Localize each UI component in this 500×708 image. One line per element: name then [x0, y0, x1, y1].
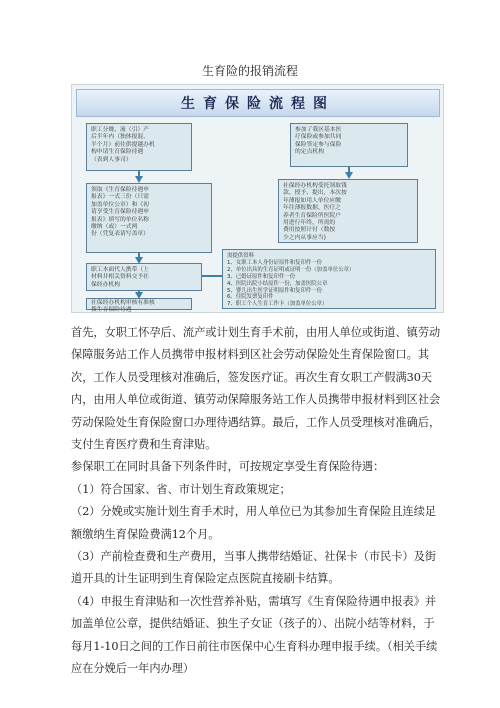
flowchart-image — [71, 84, 444, 313]
flow-box-left-1: 职工分娩、流（引）产 后半年内（独体报混、 半个月）前往供提越办机 构申请生育保险待遇 （表到人事司） — [86, 123, 192, 171]
flow-arrow — [345, 172, 353, 179]
paragraph: （1）符合国家、省、市计划生育政策规定； — [71, 482, 291, 496]
paragraph: （2）分娩或实施计划生育手术时，用人单位已为其参加生育保险且连续足额缴纳生育保险费满12个月。 — [71, 505, 437, 541]
paragraph: 参保职工在同时具备下列条件时，可按规定享受生育保险待遇： — [71, 460, 385, 474]
paragraph: （4）申报生育津贴和一次性营养补贴，需填写《生育保险待遇申报表》并加盖单位公章，提供结婚证、独生子女证（孩子的）、出院小结等材料，于每月1-10日之间的工作日前往市医保中心生育科办理申报手续。（相关手续应在分娩后一年内办理） — [71, 594, 438, 676]
flow-box-right-2: 社保经办机构受托领取钱 款、授予、提出，本次按 年薄报如用人单位应缴 年往薄报数据、医疗之 养者生育保险所医院户 用进行年终，所需的 费用按照计付（数按 少之内从事应当) — [278, 179, 418, 243]
paragraph: 首先，女职工怀孕后、流产或计划生育手术前，由用人单位或街道、镇劳动保障服务站工作人员携带申报材料到区社会劳动保险处生育保险窗口。其次，工作人员受理核对准确后，签发医疗证。再次生育女职工产假满30天内，由用人单位或街道、镇劳动保障服务站工作人员携带申报材料到区社会劳动保险处生育保险窗口办理待遇结算。最后，工作人员受理核对准确后，支付生育医疗费和生育津贴。 — [71, 326, 441, 452]
flowchart-banner: 生育保险流程图 — [76, 89, 440, 117]
flow-box-left-2: 领取《生育保险待遇申 报表》一式三份（只需 加盖单位公章）和《初 请享受生育保险待遇申 报表》填写的单位名称 缴纳（或）一式两 份（凭复表请写盖章） — [86, 183, 212, 253]
flow-box-right-1: 参加了我区基本医 疗保险或参加共同 保险签定参与保险 的定点机构 — [290, 123, 408, 167]
flow-arrow — [135, 176, 143, 183]
paragraph: （3）产前检查费和生产费用，当事人携带结婚证、社保卡（市民卡）及街道开具的计生证明到生育保险定点医院直接刷卡结算。 — [71, 550, 437, 586]
flow-connector — [202, 275, 222, 277]
flow-box-left-4: 社保经办机构审核有准核 拨生育保险待遇 — [86, 298, 192, 310]
flow-box-right-3: 需提供资料 1、女职工本人身份证原件和复印件一份 2、单位出具的生育证明或证明一份（加盖单位公章） 3、已婚证原件和复印件一份 4、医院出院小结原件一份，加盖医院公章 5、婴儿出生医学证明原件和复印件一份 6、住院发票复印件 7、职工个人生育工作卡（加盖单位公章） — [222, 249, 436, 309]
flow-box-left-3: 职工本面代人携带（上 材料并相关资料交予社 保经办机构 — [86, 263, 202, 291]
page-title: 生育险的报销流程 — [201, 64, 298, 78]
article-body — [71, 322, 443, 681]
